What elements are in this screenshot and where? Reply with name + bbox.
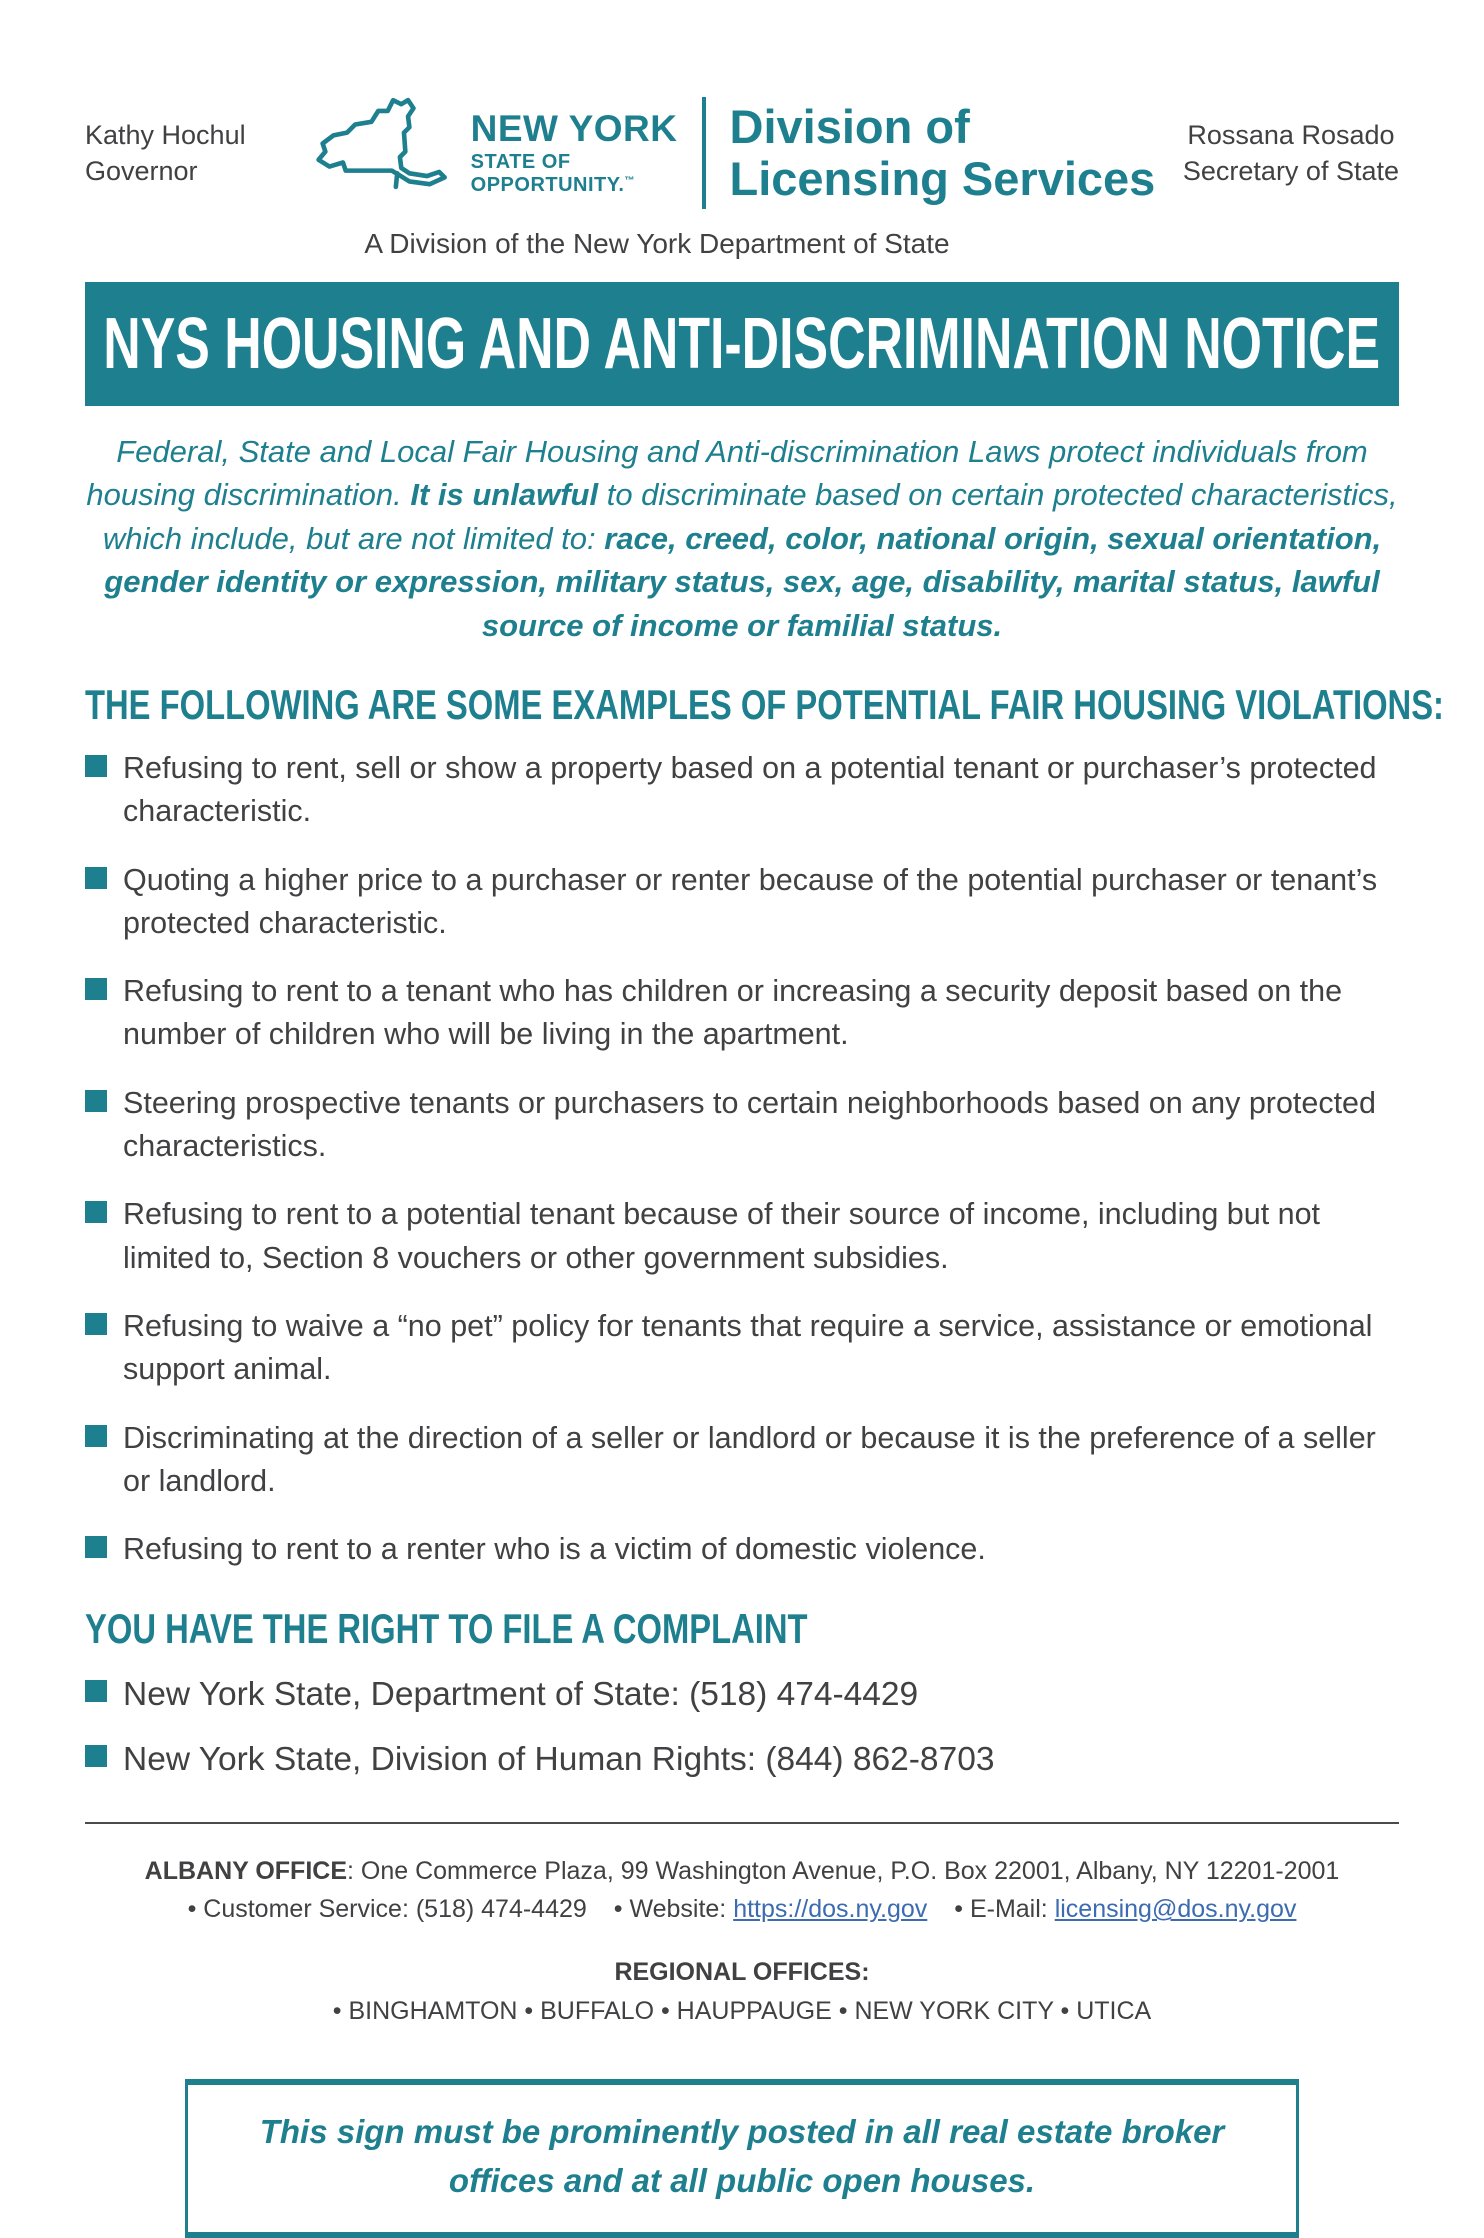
- email-label: • E-Mail:: [954, 1895, 1055, 1924]
- intro-part1: Federal, State and Local Fair Housing and Anti-discrimination Laws protect individuals from housing discrimination.: [86, 434, 1368, 513]
- violation-item: Refusing to rent to a potential tenant because of their source of income, including but not limited to, Section 8 vouchers or other government subsidies.: [85, 1193, 1399, 1280]
- wordmark-line2: STATE OF: [470, 150, 571, 173]
- complaint-item: New York State, Department of State: (518) 474-4429: [85, 1671, 1399, 1719]
- intro-bold1: It is unlawful: [410, 477, 599, 513]
- complaint-list: [85, 1671, 1399, 1783]
- wordmark-line1: NEW YORK: [470, 107, 678, 149]
- header: [85, 92, 1399, 214]
- governor-name: Kathy Hochul: [85, 119, 246, 150]
- intro-part2: to discriminate based on certain protected characteristics, which include, but are not limited to:: [102, 477, 1398, 556]
- wordmark-line3: OPPORTUNITY.™: [470, 173, 635, 196]
- nys-logo: [300, 92, 1164, 214]
- footer-divider: [85, 1822, 1399, 1824]
- regional-offices-block: [85, 1953, 1399, 2031]
- violation-item: Refusing to rent to a renter who is a victim of domestic violence.: [85, 1528, 1399, 1571]
- division-title-line1: Division of: [729, 100, 970, 154]
- email-link[interactable]: licensing@dos.ny.gov: [1054, 1895, 1297, 1924]
- logo-divider: [702, 97, 706, 209]
- website-link[interactable]: https://dos.ny.gov: [733, 1895, 928, 1924]
- violation-item: Refusing to rent, sell or show a property based on a potential tenant or purchaser’s protected characteristic.: [85, 747, 1399, 834]
- division-title: [730, 101, 1156, 204]
- complaint-heading: YOU HAVE THE RIGHT TO FILE A COMPLAINT: [85, 1605, 808, 1653]
- intro-bold2: race, creed, color, national origin, sexual orientation, gender identity or expression, military status, sex, age, disability, marital status, lawful source of income or familial status.: [104, 520, 1382, 643]
- customer-service-text: • Customer Service: (518) 474-4429: [187, 1895, 587, 1924]
- contact-line: [85, 1890, 1399, 1929]
- website-segment: [614, 1895, 928, 1923]
- posting-notice-text: This sign must be prominently posted in all real estate broker offices and at all public open houses.: [259, 2112, 1225, 2200]
- violations-heading: THE FOLLOWING ARE SOME EXAMPLES OF POTENTIAL FAIR HOUSING VIOLATIONS:: [85, 680, 1444, 728]
- complaint-item: New York State, Division of Human Rights: (844) 862-8703: [85, 1736, 1399, 1784]
- violation-item: Steering prospective tenants or purchasers to certain neighborhoods based on any protected characteristics.: [85, 1082, 1399, 1169]
- albany-office-line: [85, 1852, 1399, 1891]
- website-label: • Website:: [613, 1895, 734, 1924]
- albany-office-block: [85, 1852, 1399, 1930]
- intro-paragraph: [85, 430, 1399, 647]
- title-banner: [85, 282, 1399, 406]
- ny-state-outline-icon: [309, 92, 461, 214]
- albany-office-label: ALBANY OFFICE: [144, 1856, 347, 1885]
- violation-item: Refusing to waive a “no pet” policy for tenants that require a service, assistance or emotional support animal.: [85, 1305, 1399, 1392]
- header-subtitle: A Division of the New York Department of State: [364, 228, 950, 259]
- secretary-name: Rossana Rosado: [1187, 119, 1395, 150]
- governor-block: [85, 117, 300, 190]
- email-segment: [954, 1895, 1296, 1923]
- secretary-block: [1183, 117, 1399, 190]
- violation-item: Refusing to rent to a tenant who has children or increasing a security deposit based on the number of children who will be living in the apartment.: [85, 970, 1399, 1057]
- posting-notice-box: [185, 2079, 1299, 2238]
- violation-item: Discriminating at the direction of a seller or landlord or because it is the preference of a seller or landlord.: [85, 1417, 1399, 1504]
- trademark-symbol: ™: [624, 174, 635, 186]
- division-title-line2: Licensing Services: [729, 152, 1156, 205]
- violations-list: [85, 747, 1399, 1571]
- governor-title: Governor: [85, 156, 198, 186]
- nys-wordmark: [470, 107, 678, 197]
- regional-offices-heading: REGIONAL OFFICES:: [614, 1958, 870, 1987]
- page-title: NYS HOUSING AND ANTI-DISCRIMINATION NOTICE: [103, 304, 1381, 384]
- notice-page: [0, 92, 1484, 2238]
- secretary-title: Secretary of State: [1182, 156, 1399, 186]
- albany-office-address: : One Commerce Plaza, 99 Washington Avenue, P.O. Box 22001, Albany, NY 12201-2001: [347, 1856, 1340, 1885]
- regional-offices-list: • BINGHAMTON • BUFFALO • HAUPPAUGE • NEW YORK CITY • UTICA: [332, 1996, 1152, 2025]
- violation-item: Quoting a higher price to a purchaser or renter because of the potential purchaser or tenant’s protected characteristic.: [85, 859, 1399, 946]
